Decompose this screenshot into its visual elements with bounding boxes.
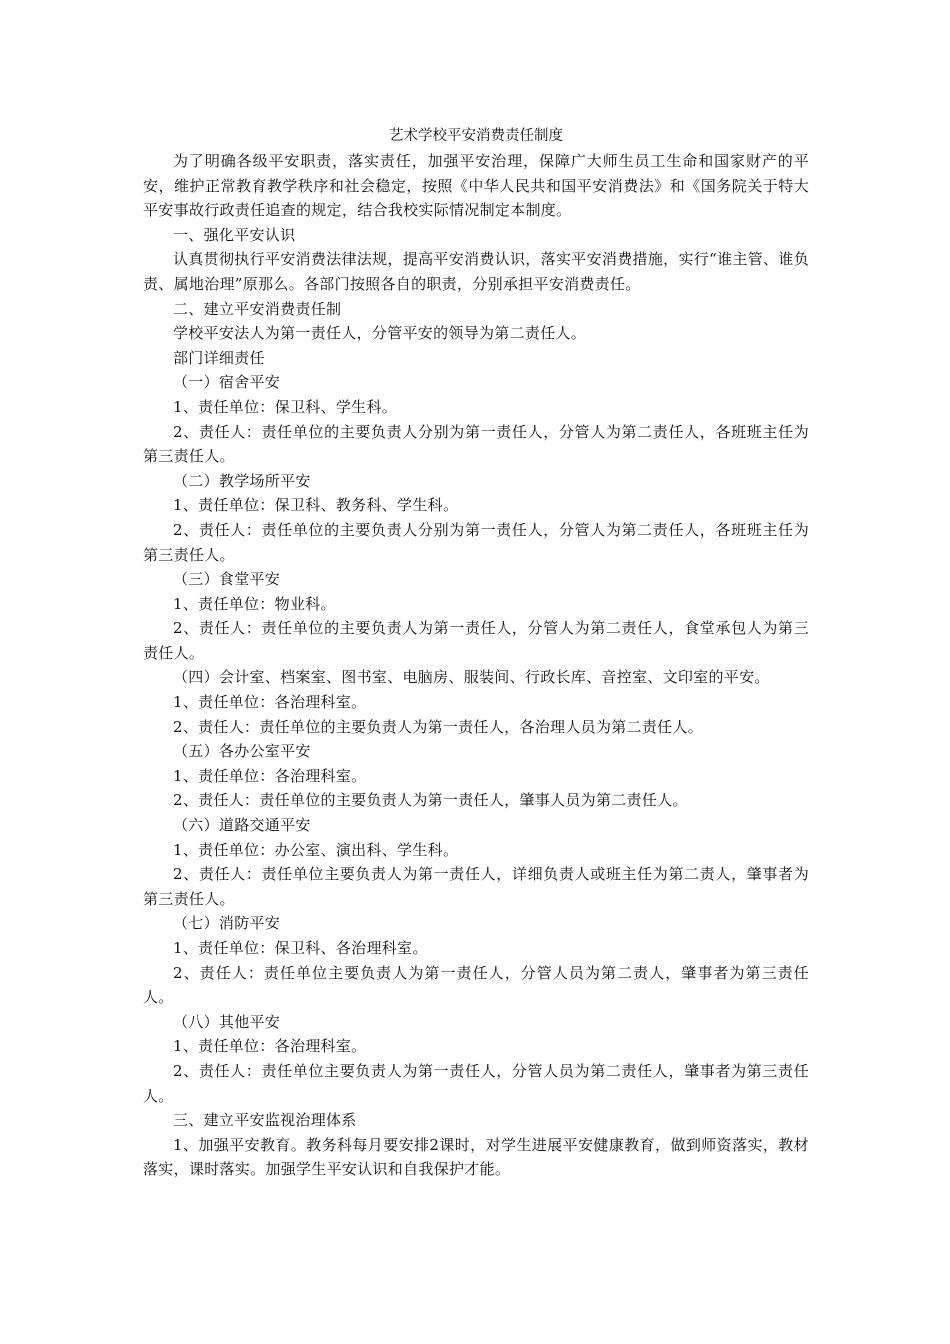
list-item: 1、责任单位：各治理科室。	[173, 766, 367, 785]
list-item: 2、责任人：责任单位的主要负责人为第一责任人，各治理人员为第二责任人。	[173, 717, 704, 736]
subsection-heading: （二）教学场所平安	[173, 471, 311, 490]
paragraph: 部门详细责任	[173, 348, 265, 367]
document-page	[143, 126, 809, 1182]
subsection-heading: （八）其他平安	[173, 1012, 281, 1031]
list-item: 2、责任人：责任单位主要负责人为第一责任人，详细负责人或班主任为第二责人，肇事者为第三责任人。	[143, 865, 809, 908]
section-heading: 二、建立平安消费责任制	[173, 299, 342, 318]
list-item: 1、责任单位：各治理科室。	[173, 693, 367, 712]
section-heading: 一、强化平安认识	[173, 225, 296, 244]
subsection-heading: （一）宿舍平安	[173, 373, 281, 392]
subsection-heading: （三）食堂平安	[173, 570, 281, 589]
document-body	[143, 149, 809, 1182]
subsection-heading: （四）会计室、档案室、图书室、电脑房、服装间、行政长库、音控室、文印室的平安。	[173, 668, 770, 687]
list-item: 2、责任人：责任单位的主要负责人分别为第一责任人，分管人为第二责任人，各班班主任为第三责任人。	[143, 422, 809, 466]
paragraph: 学校平安法人为第一责任人，分管平安的领导为第二责任人。	[173, 324, 587, 343]
paragraph: 为了明确各级平安职责，落实责任，加强平安治理，保障广大师生员工生命和国家财产的平安，维护正常教育教学秩序和社会稳定，按照《中华人民共和国平安消费法》和《国务院关于特大平安事故行政责任追查的规定，结合我校实际情况制定本制度。	[143, 152, 809, 220]
subsection-heading: （五）各办公室平安	[173, 742, 311, 761]
list-item: 1、责任单位：办公室、演出科、学生科。	[173, 840, 459, 859]
list-item: 2、责任人：责任单位的主要负责人分别为第一责任人，分管人为第二责任人，各班班主任为第三责任人。	[143, 520, 809, 564]
list-item: 2、责任人：责任单位的主要负责人为第一责任人，分管人为第二责任人，食堂承包人为第三责任人。	[143, 619, 809, 662]
paragraph: 认真贯彻执行平安消费法律法规，提高平安消费认识，落实平安消费措施，实行“谁主管、谁负责、属地治理”原那么。各部门按照各自的职责，分别承担平安消费责任。	[143, 250, 809, 293]
list-item: 1、责任单位：保卫科、各治理科室。	[173, 939, 428, 957]
list-item: 1、责任单位：各治理科室。	[173, 1037, 367, 1056]
list-item: 2、责任人：责任单位主要负责人为第一责任人，分管人员为第二责任人，肇事者为第三责任人。	[143, 1061, 809, 1105]
list-item: 1、责任单位：物业科。	[173, 594, 336, 613]
list-item: 1、责任单位：保卫科、教务科、学生科。	[173, 496, 459, 515]
subsection-heading: （七）消防平安	[173, 914, 281, 933]
document-title: 艺术学校平安消费责任制度	[389, 128, 563, 144]
section-heading: 三、建立平安监视治理体系	[173, 1111, 357, 1130]
subsection-heading: （六）道路交通平安	[173, 816, 311, 835]
list-item: 1、责任单位：保卫科、学生科。	[173, 397, 398, 416]
paragraph: 1、加强平安教育。教务科每月要安排2课时，对学生进展平安健康教育，做到师资落实，教材落实，课时落实。加强学生平安认识和自我保护才能。	[143, 1135, 809, 1179]
list-item: 2、责任人：责任单位主要负责人为第一责任人，分管人员为第二责人，肇事者为第三责任人。	[143, 963, 809, 1007]
list-item: 2、责任人：责任单位的主要负责人为第一责任人，肇事人员为第二责任人。	[173, 791, 688, 810]
